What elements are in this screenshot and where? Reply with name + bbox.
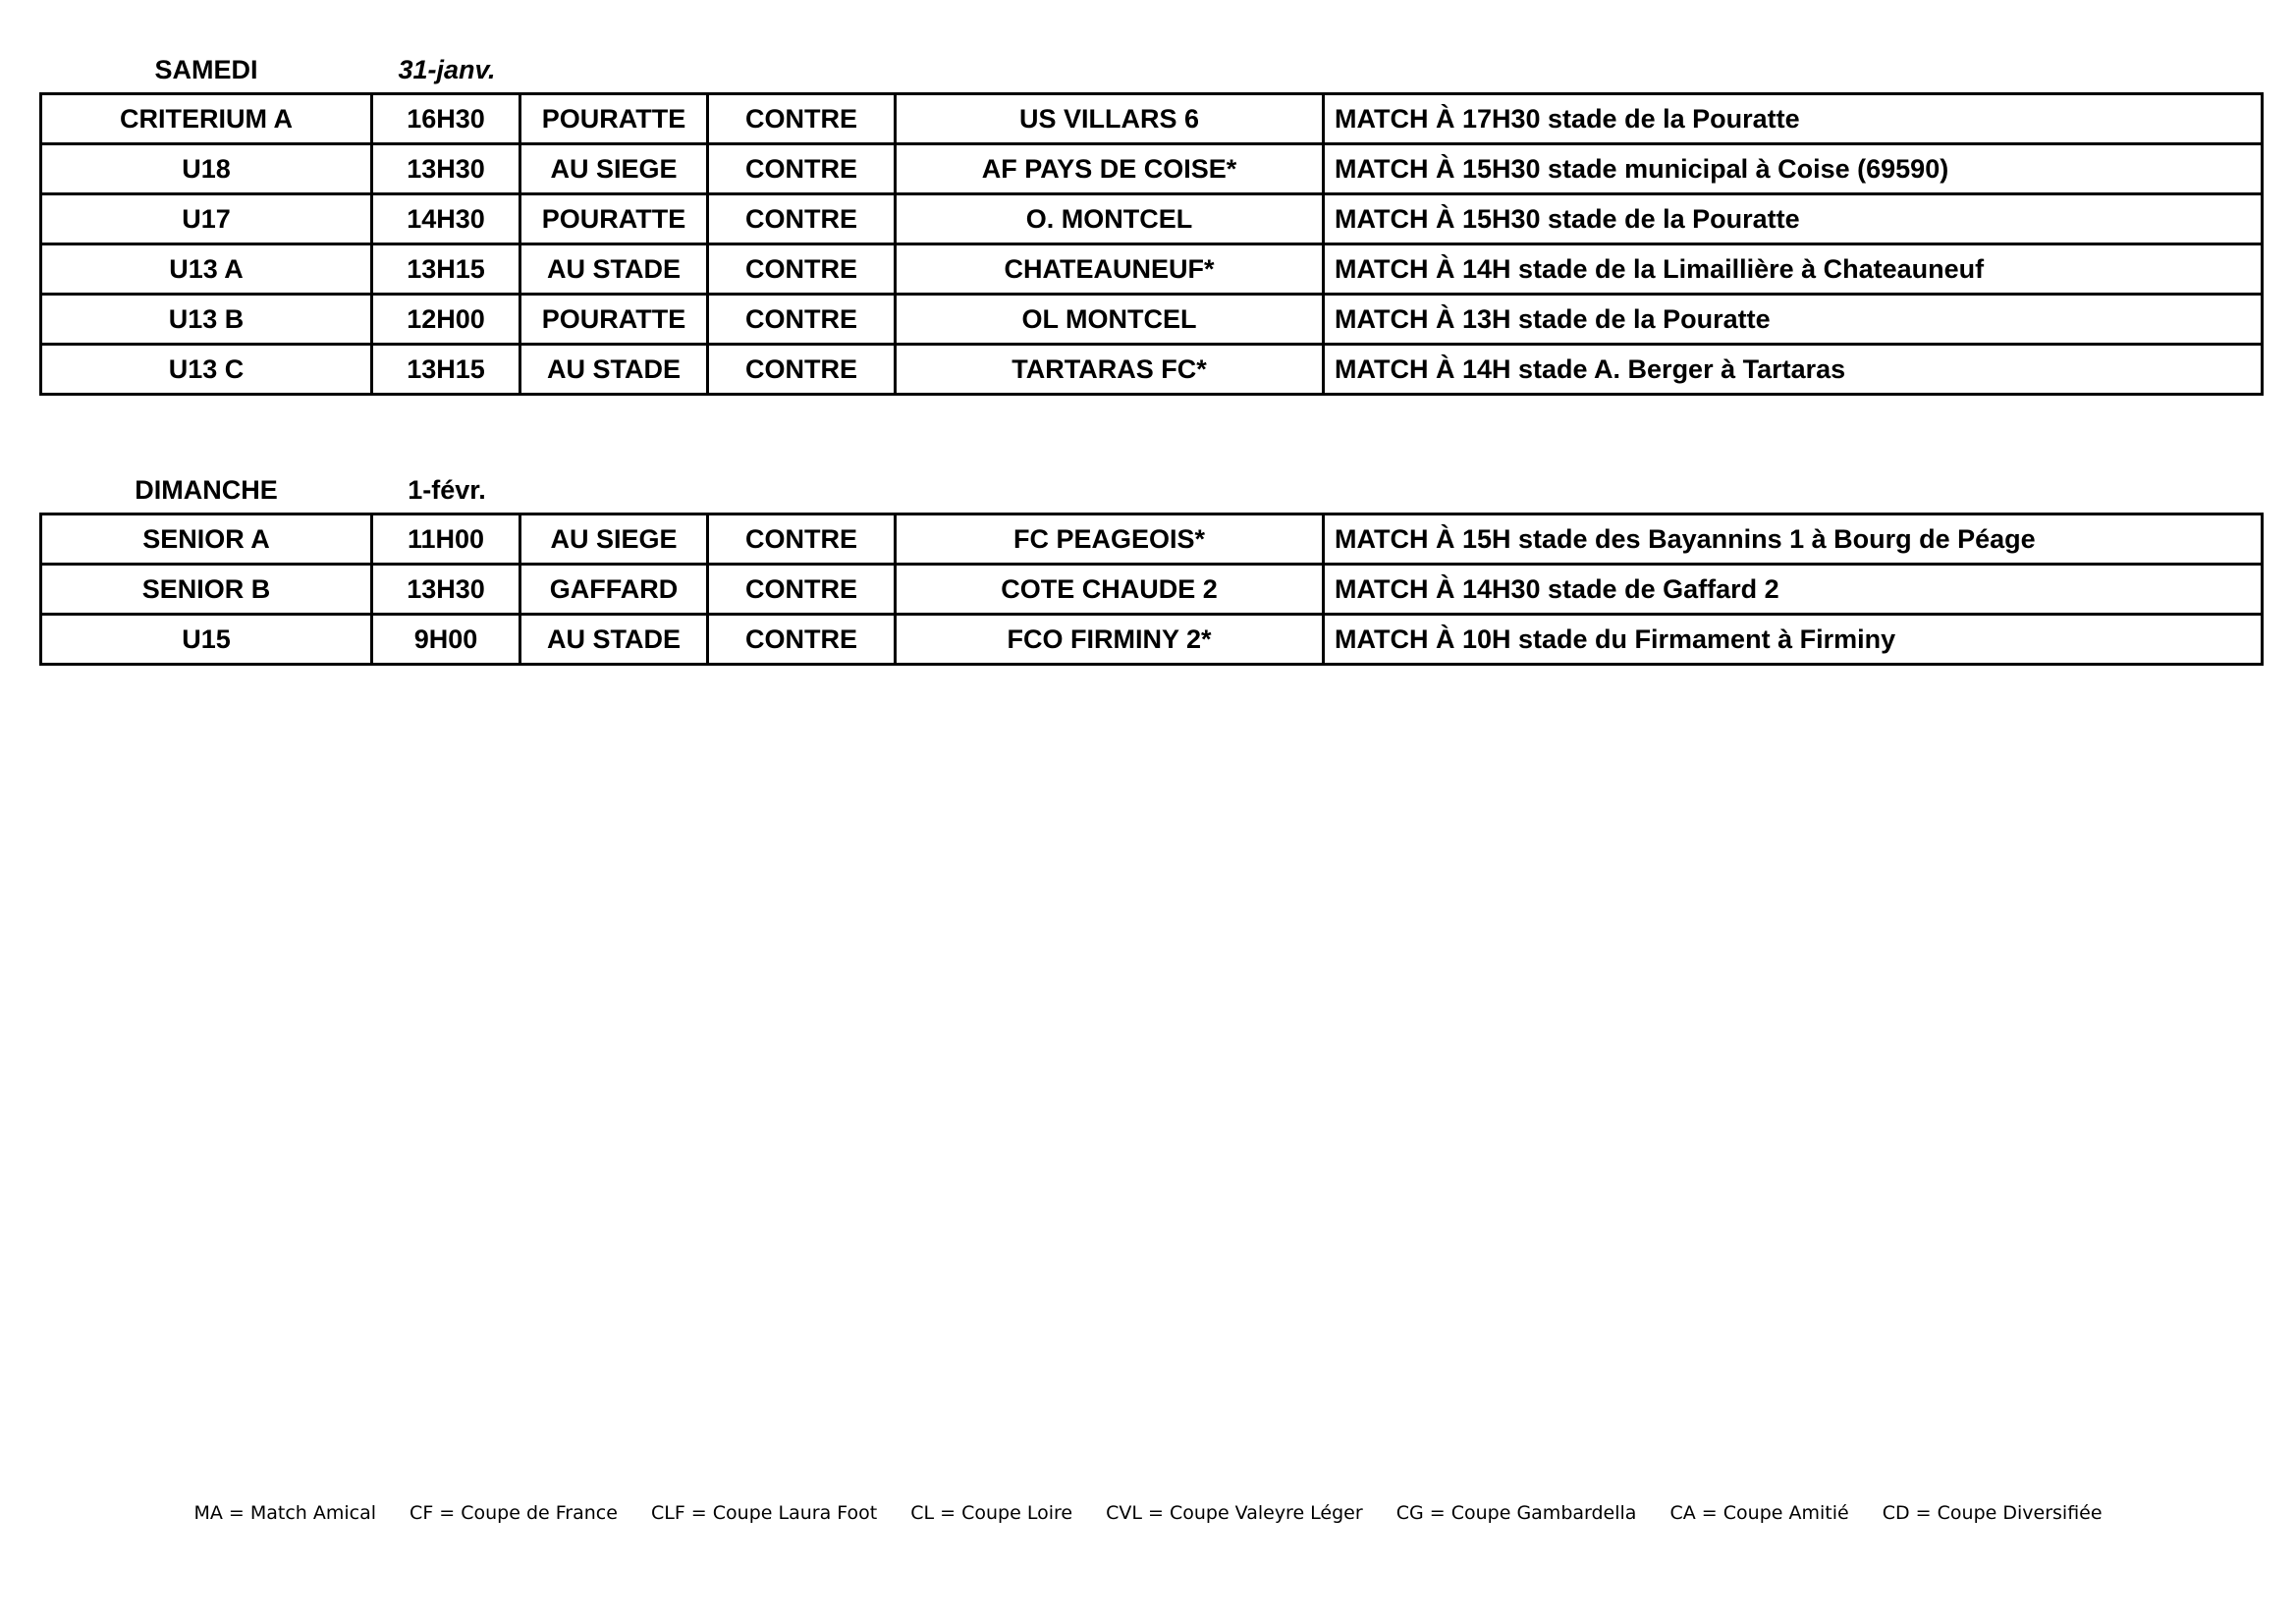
- legend-item: CF = Coupe de France: [410, 1502, 618, 1524]
- opponent-cell: OL MONTCEL: [896, 295, 1324, 345]
- legend-item: CA = Coupe Amitié: [1669, 1502, 1849, 1524]
- match-info-cell: MATCH À 15H30 stade de la Pouratte: [1324, 194, 2263, 244]
- team-cell: SENIOR B: [41, 565, 372, 615]
- opponent-cell: TARTARAS FC*: [896, 345, 1324, 395]
- time-cell: 16H30: [372, 94, 520, 144]
- opponent-cell: O. MONTCEL: [896, 194, 1324, 244]
- day-date: 31-janv.: [398, 55, 496, 84]
- place-cell: AU SIEGE: [520, 514, 708, 565]
- place-cell: AU STADE: [520, 244, 708, 295]
- table-row: [41, 194, 2263, 244]
- versus-cell: CONTRE: [708, 295, 896, 345]
- match-info-cell: MATCH À 10H stade du Firmament à Firminy: [1324, 615, 2263, 665]
- match-info-cell: MATCH À 17H30 stade de la Pouratte: [1324, 94, 2263, 144]
- table-row: [41, 345, 2263, 395]
- place-cell: GAFFARD: [520, 565, 708, 615]
- table-row: [41, 565, 2263, 615]
- competition-legend: [0, 1502, 2296, 1524]
- sunday-schedule-table: [39, 513, 2264, 666]
- versus-cell: CONTRE: [708, 345, 896, 395]
- table-row: [41, 514, 2263, 565]
- place-cell: AU SIEGE: [520, 144, 708, 194]
- saturday-header: [39, 49, 2259, 88]
- opponent-cell: FCO FIRMINY 2*: [896, 615, 1324, 665]
- match-info-cell: MATCH À 13H stade de la Pouratte: [1324, 295, 2263, 345]
- saturday-schedule-table: [39, 92, 2264, 396]
- team-cell: U18: [41, 144, 372, 194]
- table-row: [41, 615, 2263, 665]
- match-info-cell: MATCH À 15H stade des Bayannins 1 à Bourg de Péage: [1324, 514, 2263, 565]
- sunday-header: [39, 469, 2259, 509]
- table-row: [41, 244, 2263, 295]
- team-cell: U13 A: [41, 244, 372, 295]
- time-cell: 11H00: [372, 514, 520, 565]
- opponent-cell: AF PAYS DE COISE*: [896, 144, 1324, 194]
- opponent-cell: COTE CHAUDE 2: [896, 565, 1324, 615]
- team-cell: U13 C: [41, 345, 372, 395]
- match-info-cell: MATCH À 14H stade A. Berger à Tartaras: [1324, 345, 2263, 395]
- place-cell: AU STADE: [520, 615, 708, 665]
- time-cell: 13H15: [372, 345, 520, 395]
- day-date: 1-févr.: [408, 475, 486, 505]
- versus-cell: CONTRE: [708, 194, 896, 244]
- time-cell: 14H30: [372, 194, 520, 244]
- legend-item: CL = Coupe Loire: [910, 1502, 1073, 1524]
- team-cell: SENIOR A: [41, 514, 372, 565]
- table-row: [41, 94, 2263, 144]
- team-cell: U15: [41, 615, 372, 665]
- team-cell: CRITERIUM A: [41, 94, 372, 144]
- time-cell: 13H15: [372, 244, 520, 295]
- versus-cell: CONTRE: [708, 144, 896, 194]
- opponent-cell: US VILLARS 6: [896, 94, 1324, 144]
- time-cell: 13H30: [372, 565, 520, 615]
- match-info-cell: MATCH À 14H stade de la Limaillière à Chateauneuf: [1324, 244, 2263, 295]
- opponent-cell: CHATEAUNEUF*: [896, 244, 1324, 295]
- place-cell: POURATTE: [520, 295, 708, 345]
- day-name: DIMANCHE: [135, 475, 278, 505]
- table-row: [41, 144, 2263, 194]
- versus-cell: CONTRE: [708, 244, 896, 295]
- versus-cell: CONTRE: [708, 615, 896, 665]
- legend-item: CVL = Coupe Valeyre Léger: [1106, 1502, 1363, 1524]
- team-cell: U17: [41, 194, 372, 244]
- place-cell: AU STADE: [520, 345, 708, 395]
- team-cell: U13 B: [41, 295, 372, 345]
- match-info-cell: MATCH À 15H30 stade municipal à Coise (69590): [1324, 144, 2263, 194]
- versus-cell: CONTRE: [708, 94, 896, 144]
- versus-cell: CONTRE: [708, 565, 896, 615]
- match-info-cell: MATCH À 14H30 stade de Gaffard 2: [1324, 565, 2263, 615]
- versus-cell: CONTRE: [708, 514, 896, 565]
- legend-item: MA = Match Amical: [193, 1502, 376, 1524]
- day-name: SAMEDI: [154, 55, 258, 84]
- place-cell: POURATTE: [520, 94, 708, 144]
- legend-item: CD = Coupe Diversifiée: [1882, 1502, 2103, 1524]
- place-cell: POURATTE: [520, 194, 708, 244]
- time-cell: 9H00: [372, 615, 520, 665]
- time-cell: 13H30: [372, 144, 520, 194]
- time-cell: 12H00: [372, 295, 520, 345]
- legend-item: CG = Coupe Gambardella: [1395, 1502, 1637, 1524]
- table-row: [41, 295, 2263, 345]
- opponent-cell: FC PEAGEOIS*: [896, 514, 1324, 565]
- legend-item: CLF = Coupe Laura Foot: [650, 1502, 878, 1524]
